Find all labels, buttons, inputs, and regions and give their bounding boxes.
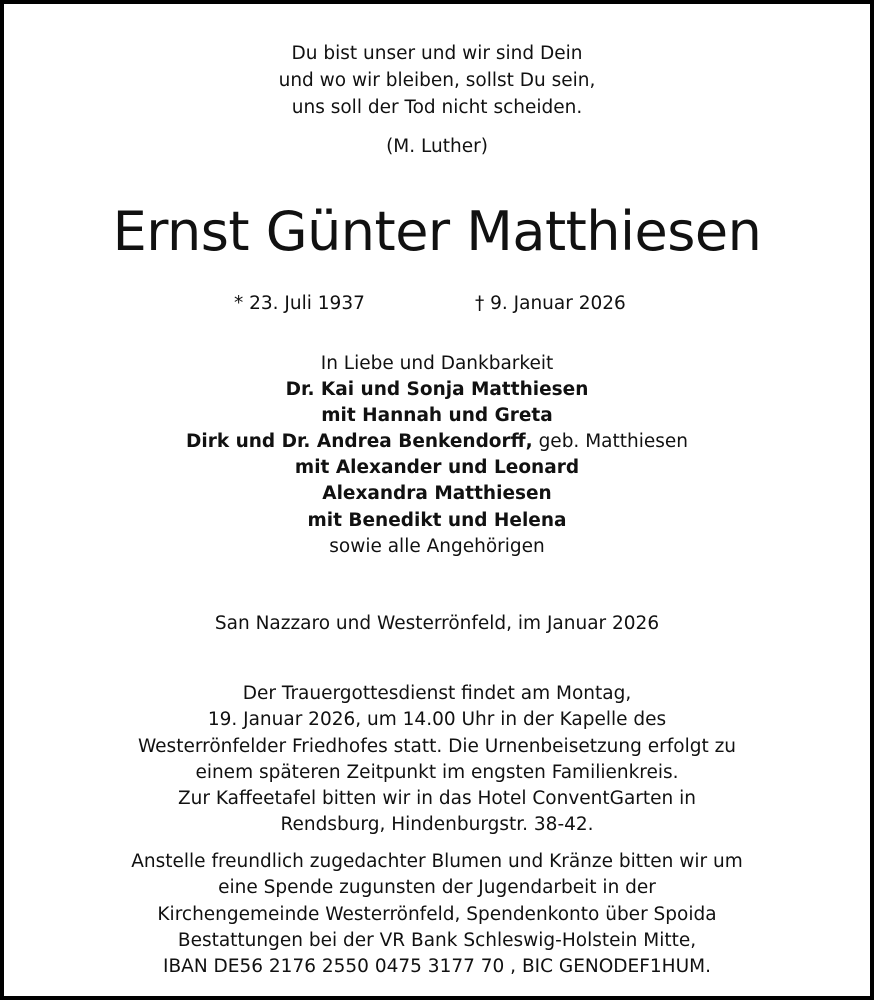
funeral-service-info [4, 681, 870, 839]
place-and-date [4, 611, 870, 637]
attribution-text: (M. Luther) [386, 136, 488, 157]
service-line: Der Trauergottesdienst findet am Montag, [242, 683, 632, 704]
service-line: 19. Januar 2026, um 14.00 Uhr in der Kapelle des [207, 709, 667, 731]
death-date: † 9. Januar 2026 [475, 293, 626, 314]
mourner-line: mit Alexander und Leonard [294, 457, 580, 479]
mourners-list [4, 351, 870, 560]
mourners-closing: sowie alle Angehörigen [329, 535, 545, 557]
service-line: einem späteren Zeitpunkt im engsten Familienkreis. [195, 761, 679, 783]
mourner-maiden-name: geb. Matthiesen [538, 431, 688, 453]
place-date-text: San Nazzaro und Westerrönfeld, im Januar 2026 [214, 613, 660, 634]
service-line: Zur Kaffeetafel bitten wir in das Hotel ConventGarten in [177, 788, 697, 810]
donation-line: Kirchengemeinde Westerrönfeld, Spendenkonto über Spoida [157, 903, 717, 925]
birth-date: * 23. Juli 1937 [234, 293, 365, 314]
poem-line: uns soll der Tod nicht scheiden. [291, 97, 583, 118]
donation-line: IBAN DE56 2176 2550 0475 3177 70 , BIC GENODEF1HUM. [163, 956, 711, 978]
service-line: Westerrönfelder Friedhofes statt. Die Urnenbeisetzung erfolgt zu [137, 735, 737, 757]
poem-line: und wo wir bleiben, sollst Du sein, [278, 70, 596, 91]
mourners-intro: In Liebe und Dankbarkeit [320, 353, 554, 374]
donation-line: eine Spende zugunsten der Jugendarbeit in der [218, 877, 656, 899]
mourner-line: Alexandra Matthiesen [322, 483, 552, 505]
obituary-notice [4, 4, 870, 996]
donation-request [4, 849, 870, 980]
poem-attribution [4, 134, 870, 160]
mourner-line: Dr. Kai und Sonja Matthiesen [285, 379, 589, 401]
mourner-name: Dirk und Dr. Andrea Benkendorff, [186, 431, 533, 453]
poem-verse [4, 40, 870, 121]
mourner-line [4, 429, 870, 455]
donation-line: Anstelle freundlich zugedachter Blumen und Kränze bitten wir um [131, 851, 743, 872]
donation-line: Bestattungen bei der VR Bank Schleswig-Holstein Mitte, [177, 929, 697, 951]
poem-line: Du bist unser und wir sind Dein [291, 43, 583, 64]
mourner-line: mit Hannah und Greta [321, 405, 553, 427]
deceased-name: Ernst Günter Matthiesen [112, 200, 762, 263]
mourner-line: mit Benedikt und Helena [307, 509, 567, 531]
service-line: Rendsburg, Hindenburgstr. 38-42. [280, 814, 594, 836]
